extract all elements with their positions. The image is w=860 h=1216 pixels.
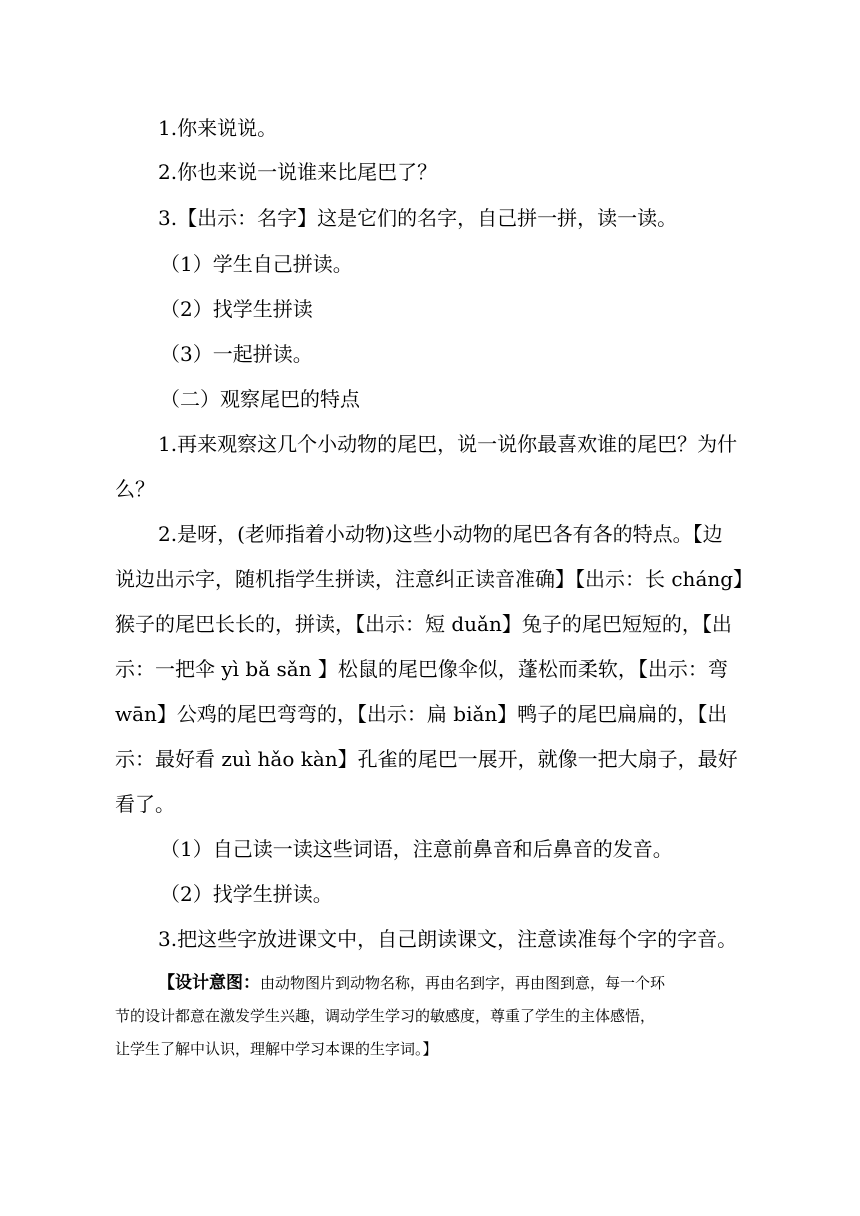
paragraph-2-line-5: wān】公鸡的尾巴弯弯的，【出示：扁 biǎn】鸭子的尾巴扁扁的，【出 [115, 702, 728, 726]
step-read-text: 3.把这些字放进课文中，自己朗读课文，注意读准每个字的字音。 [158, 927, 738, 951]
substep-1: （1）学生自己拼读。 [160, 252, 353, 276]
paragraph-1-line-1: 1.再来观察这几个小动物的尾巴，说一说你最喜欢谁的尾巴？为什 [158, 432, 738, 456]
design-intent-line-1 [115, 972, 755, 994]
paragraph-2-line-6: 示：最好看 zuì hǎo kàn】孔雀的尾巴一展开，就像一把大扇子，最好 [115, 747, 738, 771]
design-intent-line-2: 节的设计都意在激发学生兴趣，调动学生学习的敏感度，尊重了学生的主体感悟， [115, 1007, 656, 1025]
design-intent-line-3: 让学生了解中认识，理解中学习本课的生字词。】 [115, 1040, 438, 1058]
step-1: 1.你来说说。 [158, 116, 278, 140]
design-intent-text-1: 由动物图片到动物名称，再由名到字，再由图到意，每一个环 [260, 974, 666, 992]
substep-2: （2）找学生拼读 [160, 297, 313, 321]
paragraph-2-line-7: 看了。 [115, 792, 175, 816]
paragraph-2-line-2: 说边出示字，随机指学生拼读，注意纠正读音准确】【出示：长 cháng】 [115, 567, 754, 591]
substep-student-read: （2）找学生拼读。 [160, 882, 333, 906]
design-intent-label: 【设计意图： [158, 973, 260, 993]
paragraph-2-line-4: 示：一把伞 yì bǎ sǎn 】松鼠的尾巴像伞似，蓬松而柔软，【出示：弯 [115, 657, 728, 681]
step-2: 2.你也来说一说谁来比尾巴了？ [158, 160, 438, 184]
paragraph-1-line-2: 么？ [115, 477, 155, 501]
section-heading: （二）观察尾巴的特点 [160, 387, 360, 411]
paragraph-2-line-3: 猴子的尾巴长长的，拼读，【出示：短 duǎn】兔子的尾巴短短的，【出 [115, 612, 732, 636]
substep-3: （3）一起拼读。 [160, 342, 313, 366]
design-intent-note [115, 972, 755, 1060]
paragraph-2-line-1: 2.是呀，(老师指着小动物)这些小动物的尾巴各有各的特点。【边 [158, 522, 723, 546]
step-3: 3.【出示：名字】这是它们的名字，自己拼一拼，读一读。 [158, 206, 678, 230]
substep-read-words: （1）自己读一读这些词语，注意前鼻音和后鼻音的发音。 [160, 837, 673, 861]
